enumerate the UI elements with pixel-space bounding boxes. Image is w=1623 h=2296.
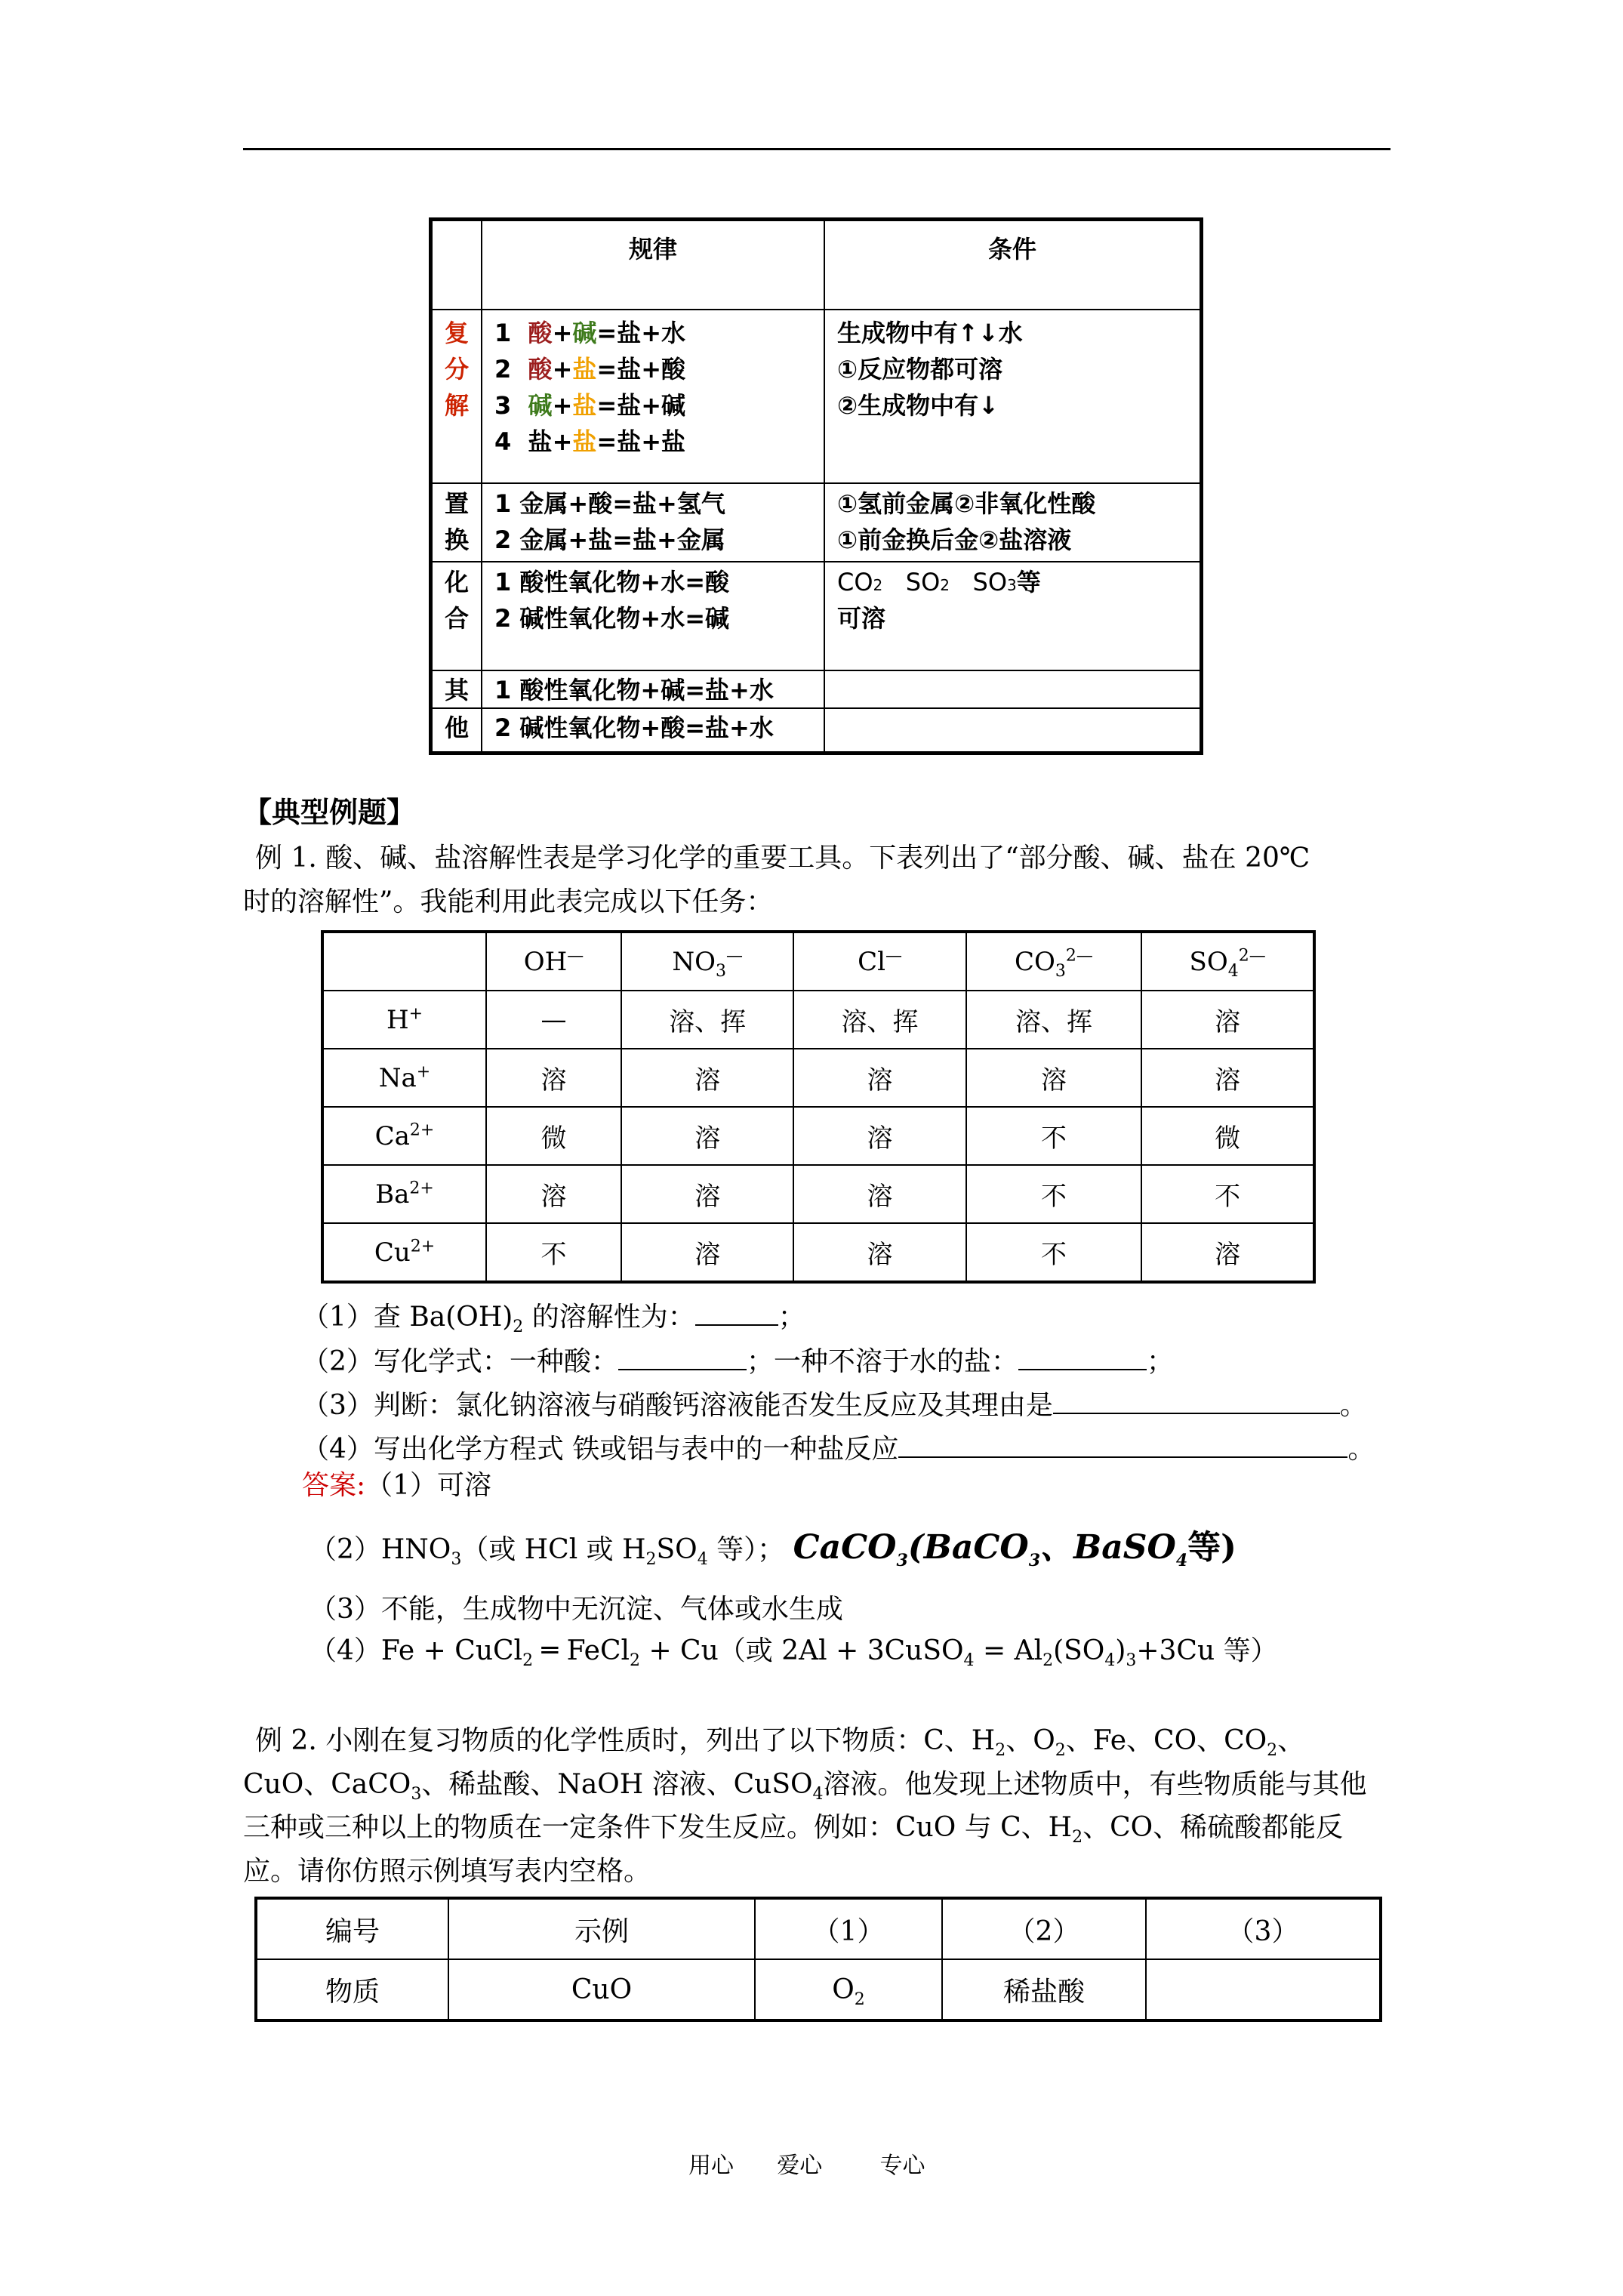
subscript: 3: [1028, 1550, 1040, 1570]
example2-cell: （1）: [755, 1898, 942, 1959]
condition-line: 生成物中有↑↓水: [837, 319, 1023, 347]
paragraph-text: 、O: [1006, 1725, 1055, 1756]
rule-reactant-salt: 盐: [572, 391, 597, 420]
paragraph-text: 、: [1277, 1725, 1305, 1756]
subscript: 2: [645, 1550, 657, 1570]
answer-1: [302, 1468, 491, 1504]
example2-table: [254, 1897, 1382, 2022]
displacement-label-char: 置: [444, 489, 469, 518]
solubility-cell: 溶、挥: [966, 991, 1142, 1049]
formula-co2: [837, 568, 882, 596]
example2-data-row: [256, 1959, 1381, 2020]
combination-rules: [482, 562, 824, 670]
question-text: ；: [1146, 1346, 1174, 1377]
rule-products: =盐+盐: [596, 427, 686, 456]
other-label-char: 他: [431, 708, 482, 754]
ion-charge: +: [408, 1004, 423, 1024]
answer-label: 答案:: [302, 1470, 366, 1501]
ion-charge: —: [726, 946, 743, 966]
displacement-rules: [482, 483, 824, 562]
answer-3: （3）不能，生成物中无沉淀、气体或水生成: [310, 1594, 843, 1625]
subscript: 3: [411, 1785, 422, 1804]
formula-text: CO: [837, 568, 873, 596]
ion-formula: Cl: [858, 946, 885, 977]
page-footer: 用心 爱心 专心: [688, 2153, 925, 2179]
equation-text: = Al: [974, 1635, 1043, 1666]
solubility-cell: 溶: [793, 1223, 965, 1282]
solubility-cell: 不: [966, 1107, 1142, 1165]
header-rule: [243, 148, 1390, 150]
solubility-cell: 微: [1141, 1107, 1314, 1165]
rule-plus: +: [552, 355, 573, 384]
condition-line: ①前金换后金②盐溶液: [837, 525, 1072, 554]
equation-text: (SO: [1053, 1635, 1105, 1666]
paragraph-text: 三种或三种以上的物质在一定条件下发生反应。例如：CuO 与 C、H: [243, 1812, 1073, 1843]
answer-blank[interactable]: [1053, 1384, 1340, 1414]
ion-charge: +: [416, 1062, 431, 1082]
formula-text: 等): [1187, 1528, 1236, 1567]
solubility-col-header: [486, 932, 621, 991]
rule-reactant-salt: 盐: [572, 355, 597, 384]
equation-text: ): [1115, 1635, 1126, 1666]
displacement-conditions: [824, 483, 1202, 562]
condition-line: [837, 564, 1187, 600]
condition-line: 可溶: [837, 604, 886, 633]
subscript: 2: [1267, 1741, 1278, 1761]
solubility-cell: 溶: [486, 1049, 621, 1107]
question-text: ；: [778, 1302, 805, 1333]
reaction-rules-table: [429, 217, 1203, 755]
subscript: 2: [513, 1318, 524, 1337]
decomposition-label: [431, 310, 482, 483]
example2-cell: CuO: [448, 1959, 755, 2020]
cation-header: [322, 1165, 486, 1223]
rule-line: [494, 351, 812, 387]
question-text: （3）判断：氯化钠溶液与硝酸钙溶液能否发生反应及其理由是: [302, 1390, 1053, 1421]
equation-text: +3Cu 等）: [1136, 1635, 1278, 1666]
formula-sub: 2: [873, 576, 883, 594]
subscript: 3: [896, 1550, 908, 1570]
question-4: [302, 1428, 1375, 1468]
subscript: 3: [1126, 1651, 1137, 1671]
condition-suffix: 等: [1016, 568, 1041, 596]
combination-label-char: 化: [444, 568, 469, 596]
solubility-row: [322, 1107, 1314, 1165]
solubility-cell: 溶、挥: [621, 991, 793, 1049]
answer-text: （1）可溶: [365, 1470, 492, 1501]
example1-intro-line2: 时的溶解性”。我能利用此表完成以下任务：: [243, 886, 774, 917]
ion-charge: 2—: [1065, 946, 1093, 966]
ion-formula: Na: [378, 1062, 417, 1093]
solubility-row: [322, 991, 1314, 1049]
formula-sub: 3: [1007, 576, 1017, 594]
formula-text: SO: [905, 568, 941, 596]
answer-4: [310, 1633, 1278, 1669]
formula-text: BaSO: [1073, 1528, 1176, 1567]
equation-text: + Cu（或 2Al + 3CuSO: [640, 1635, 964, 1666]
example1-intro-line1: 例 1. 酸、碱、盐溶解性表是学习化学的重要工具。下表列出了“部分酸、碱、盐在 20℃: [255, 843, 1310, 874]
rule-num: 4: [494, 427, 512, 456]
solubility-row: [322, 1049, 1314, 1107]
solubility-cell: 溶: [621, 1223, 793, 1282]
ion-subscript: 3: [716, 961, 726, 981]
solubility-cell: 不: [486, 1223, 621, 1282]
solubility-cell: 溶: [793, 1049, 965, 1107]
rule-reactant-acid: 酸: [528, 319, 553, 347]
decomposition-label-char: 复: [444, 319, 469, 347]
solubility-col-header: [1141, 932, 1314, 991]
solubility-cell: 溶、挥: [793, 991, 965, 1049]
example2-answer-cell[interactable]: [1146, 1959, 1381, 2020]
subscript: 2: [1055, 1741, 1066, 1761]
solubility-cell: 溶: [1141, 991, 1314, 1049]
ion-subscript: 3: [1055, 961, 1066, 981]
subscript: 2: [522, 1651, 534, 1671]
ion-charge: 2+: [409, 1179, 434, 1198]
ion-formula: Ba: [375, 1179, 410, 1210]
equation-text: （4）Fe + CuCl: [310, 1635, 523, 1666]
solubility-row: [322, 1165, 1314, 1223]
solubility-cell: 溶: [621, 1165, 793, 1223]
combination-conditions: [824, 562, 1202, 670]
answer-blank[interactable]: [618, 1340, 747, 1370]
formula-so2: [906, 568, 950, 596]
other-condition-empty: [824, 670, 1202, 708]
rule-reactant-salt: 盐: [572, 427, 597, 456]
solubility-header-row: [322, 932, 1314, 991]
ion-formula: NO: [672, 946, 716, 977]
rule-plus: +: [552, 427, 573, 456]
example2-cell: 稀盐酸: [942, 1959, 1146, 2020]
ion-formula: Ca: [374, 1120, 410, 1151]
example2-line4: 应。请你仿照示例填写表内空格。: [243, 1856, 651, 1887]
rule-reactant-base: 碱: [528, 391, 553, 420]
solubility-cell: 溶: [621, 1049, 793, 1107]
rule-products: =盐+酸: [596, 355, 686, 384]
paragraph-text: CuO、CaCO: [243, 1769, 411, 1800]
formula-text: (: [907, 1528, 924, 1567]
example2-cell: （3）: [1146, 1898, 1381, 1959]
solubility-cell: 溶: [793, 1107, 965, 1165]
rules-header-law: 规律: [482, 220, 824, 310]
rule-line: [494, 424, 812, 460]
answer-2: [310, 1530, 1236, 1568]
subscript: 4: [697, 1550, 708, 1570]
example2-line2: [243, 1767, 1367, 1803]
solubility-cell: 溶: [793, 1165, 965, 1223]
rule-line: 1 金属+酸=盐+氢气: [494, 489, 725, 518]
cation-header: [322, 1223, 486, 1282]
answer-text: （或 HCl 或 H: [461, 1534, 646, 1565]
subscript: 2: [630, 1651, 640, 1671]
solubility-cell: 不: [1141, 1165, 1314, 1223]
question-text: （2）写化学式：一种酸：: [302, 1346, 618, 1377]
ion-charge: 2+: [410, 1237, 436, 1256]
question-text: ；一种不溶于水的盐：: [746, 1346, 1018, 1377]
rule-reactant-base: 碱: [572, 319, 597, 347]
question-text: （1）查 Ba(OH): [302, 1302, 513, 1333]
solubility-cell: 溶: [966, 1049, 1142, 1107]
other-label-char: 其: [431, 670, 482, 708]
answer-blank[interactable]: [1018, 1340, 1147, 1370]
rule-reactant-salt: 盐: [528, 427, 553, 456]
rule-plus: +: [552, 391, 573, 420]
other-rule: 1 酸性氧化物+碱=盐+水: [482, 670, 824, 708]
rules-header-row: [431, 220, 1202, 310]
solubility-table: [321, 930, 1316, 1284]
combination-label-char: 合: [444, 604, 469, 633]
answer-2-salt-formula: [793, 1528, 1236, 1570]
solubility-cell: 溶: [486, 1165, 621, 1223]
question-1: [302, 1296, 805, 1336]
formula-so3: [973, 568, 1017, 596]
formula-text: 、: [1040, 1528, 1073, 1567]
paragraph-text: 、稀盐酸、NaOH 溶液、CuSO: [421, 1769, 813, 1800]
question-text: 。: [1339, 1390, 1367, 1421]
rule-line: 2 碱性氧化物+水=碱: [494, 604, 730, 633]
condition-line: ①氢前金属②非氧化性酸: [837, 489, 1096, 518]
answer-blank[interactable]: [695, 1296, 778, 1326]
ion-formula: H: [386, 1004, 409, 1035]
ion-formula: SO: [1189, 946, 1228, 977]
rules-row-other-1: [431, 670, 1202, 708]
paragraph-text: 例 2. 小刚在复习物质的化学性质时，列出了以下物质：C、H: [255, 1725, 996, 1756]
answer-text: SO: [656, 1534, 698, 1565]
solubility-cell: 溶: [1141, 1049, 1314, 1107]
displacement-label-char: 换: [444, 525, 469, 554]
example2-header-row: [256, 1898, 1381, 1959]
rules-row-combination: [431, 562, 1202, 670]
subscript: 4: [1104, 1651, 1116, 1671]
condition-line: ②生成物中有↓: [837, 391, 999, 420]
solubility-row: [322, 1223, 1314, 1282]
question-text: 的溶解性为：: [523, 1302, 695, 1333]
answer-text: （2）HNO: [310, 1534, 451, 1565]
rule-num: 1: [494, 319, 512, 347]
solubility-cell: 不: [966, 1165, 1142, 1223]
rule-products: =盐+碱: [596, 391, 686, 420]
cation-header: [322, 1049, 486, 1107]
paragraph-text: 、CO、稀硫酸都能反: [1083, 1812, 1344, 1843]
other-condition-empty: [824, 708, 1202, 754]
decomposition-conditions: [824, 310, 1202, 483]
other-rule: 2 碱性氧化物+酸=盐+水: [482, 708, 824, 754]
formula-sub: 2: [940, 576, 950, 594]
subscript: 2: [854, 1989, 865, 2009]
subscript: 3: [451, 1550, 462, 1570]
formula-text: CaCO: [793, 1528, 897, 1567]
solubility-cell: 溶: [1141, 1223, 1314, 1282]
ion-charge: 2+: [409, 1120, 435, 1140]
decomposition-rules: [482, 310, 824, 483]
ion-formula: Cu: [374, 1237, 411, 1268]
displacement-label: [431, 483, 482, 562]
subscript: 2: [995, 1741, 1006, 1761]
rule-line: [494, 315, 812, 351]
subscript: 2: [1072, 1828, 1083, 1848]
solubility-col-header: [966, 932, 1142, 991]
example2-cell: [755, 1959, 942, 2020]
solubility-cell: 溶: [621, 1107, 793, 1165]
rules-row-decomposition: [431, 310, 1202, 483]
example2-line1: [255, 1723, 1304, 1759]
rules-row-displacement: [431, 483, 1202, 562]
combination-label: [431, 562, 482, 670]
paragraph-text: 溶液。他发现上述物质中，有些物质能与其他: [823, 1769, 1367, 1800]
decomposition-label-char: 解: [444, 391, 469, 420]
question-3: [302, 1384, 1367, 1424]
subscript: 4: [963, 1651, 975, 1671]
ion-formula: CO: [1015, 946, 1055, 977]
answer-blank[interactable]: [898, 1428, 1347, 1458]
cation-header: [322, 991, 486, 1049]
rule-line: 2 金属+盐=盐+金属: [494, 525, 725, 554]
example2-cell: 示例: [448, 1898, 755, 1959]
subscript: 2: [1042, 1651, 1054, 1671]
question-2: [302, 1340, 1174, 1380]
example2-line3: [243, 1810, 1343, 1846]
ion-formula: OH: [523, 946, 568, 977]
example2-cell: 编号: [256, 1898, 448, 1959]
formula-text: O: [832, 1974, 855, 2005]
rule-num: 3: [494, 391, 512, 420]
question-text: （4）写出化学方程式 铁或铝与表中的一种盐反应: [302, 1434, 899, 1465]
equation-text: ═ FeCl: [533, 1635, 630, 1666]
cation-header: [322, 1107, 486, 1165]
rule-num: 2: [494, 355, 512, 384]
section-title: 【典型例题】: [243, 796, 416, 829]
solubility-corner: [322, 932, 486, 991]
decomposition-label-char: 分: [444, 355, 469, 384]
rules-row-other-2: [431, 708, 1202, 754]
answer-text: 等）；: [707, 1534, 785, 1565]
ion-charge: —: [567, 946, 584, 966]
question-text: 。: [1347, 1434, 1375, 1465]
example2-cell: （2）: [942, 1898, 1146, 1959]
rule-line: 1 酸性氧化物+水=酸: [494, 568, 730, 596]
rule-plus: +: [552, 319, 573, 347]
example2-cell: 物质: [256, 1959, 448, 2020]
rule-products: =盐+水: [596, 319, 686, 347]
rule-line: [494, 387, 812, 424]
condition-line: ①反应物都可溶: [837, 355, 1003, 384]
rules-header-empty: [431, 220, 482, 310]
solubility-cell: —: [486, 991, 621, 1049]
rule-reactant-acid: 酸: [528, 355, 553, 384]
solubility-cell: 不: [966, 1223, 1142, 1282]
ion-charge: —: [885, 946, 902, 966]
solubility-cell: 微: [486, 1107, 621, 1165]
subscript: 4: [1175, 1550, 1188, 1570]
solubility-col-header: [793, 932, 965, 991]
paragraph-text: 、Fe、CO、CO: [1065, 1725, 1267, 1756]
ion-charge: 2—: [1238, 946, 1266, 966]
ion-subscript: 4: [1227, 961, 1239, 981]
rules-header-condition: 条件: [824, 220, 1202, 310]
subscript: 4: [812, 1785, 824, 1804]
solubility-col-header: [621, 932, 793, 991]
formula-text: SO: [972, 568, 1008, 596]
formula-text: BaCO: [923, 1528, 1029, 1567]
